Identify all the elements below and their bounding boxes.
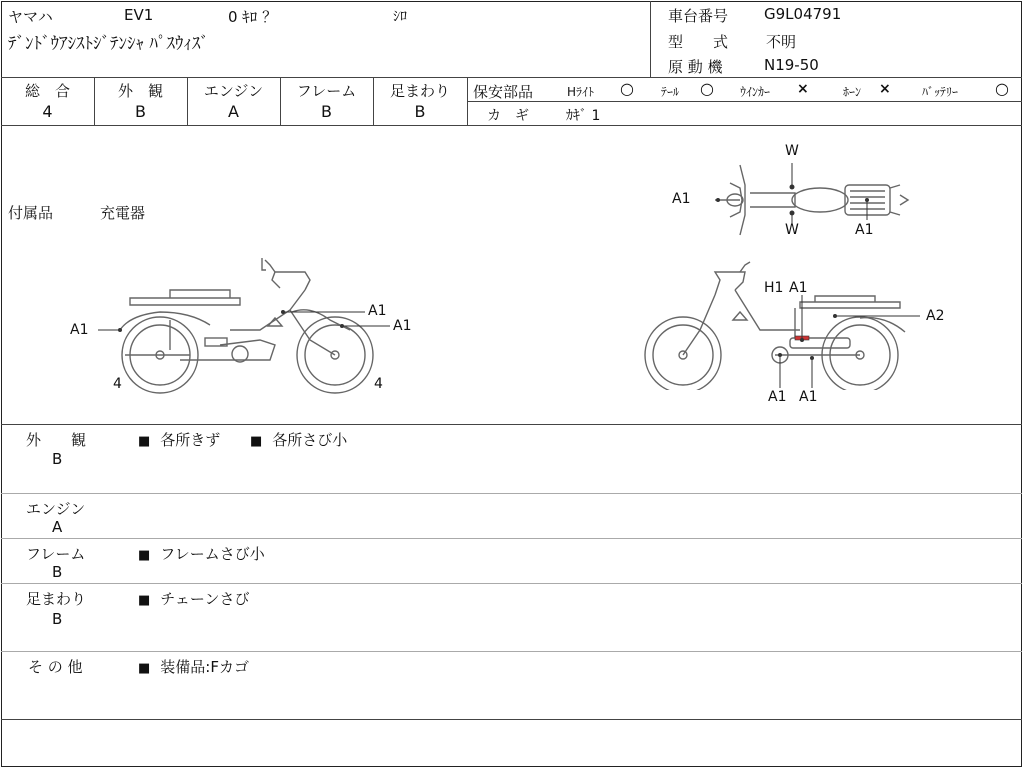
maker: ヤマハ xyxy=(8,8,53,26)
note-exterior-grade: B xyxy=(52,450,63,468)
note-exterior-label: 外 観 xyxy=(26,431,87,449)
exterior-grade-value: B xyxy=(135,102,146,121)
scooter-top-view-diagram xyxy=(700,155,920,245)
suspension-grade-label: 足まわり xyxy=(389,82,450,100)
right-label-h1: H1 xyxy=(764,280,784,296)
frame-grade-value: B xyxy=(321,102,332,121)
model-name: ﾃﾞﾝﾄﾞｳｱｼｽﾄｼﾞﾃﾝｼｬ ﾊﾟｽｳｨｽﾞ xyxy=(8,34,209,54)
chassis-value: G9L04791 xyxy=(764,5,842,23)
note-divider-5 xyxy=(1,719,1022,720)
right-label-a2: A2 xyxy=(926,308,945,324)
battery-label: ﾊﾞｯﾃﾘｰ xyxy=(922,85,959,99)
exterior-grade-label: 外 観 xyxy=(117,82,163,100)
key-value: ｶｷﾞ 1 xyxy=(566,108,601,124)
note-frame-item-1: ■ フレームさび小 xyxy=(138,543,265,564)
note-exterior-item-1: ■ 各所きず xyxy=(138,429,220,450)
note-exterior-item-2: ■ 各所さび小 xyxy=(250,429,347,450)
right-label-a1-bottom-left: A1 xyxy=(768,389,787,405)
left-label-a1-fork: A1 xyxy=(393,318,412,334)
frame-grade-label: フレーム xyxy=(296,82,357,100)
mileage: 0 ｷﾛ ？ xyxy=(228,8,278,26)
engine-grade-label: エンジン xyxy=(203,82,264,100)
tail-label: ﾃｰﾙ xyxy=(661,85,680,99)
note-frame-grade: B xyxy=(52,563,63,581)
note-other-label: そ の 他 xyxy=(28,658,83,676)
color: ｼﾛ xyxy=(393,9,407,25)
note-engine-grade: A xyxy=(52,518,63,536)
note-other-item-1: ■ 装備品:Fカゴ xyxy=(138,656,249,677)
type-value: 不明 xyxy=(766,33,797,51)
grade-row-top xyxy=(1,77,1022,78)
note-suspension-item-1: ■ チェーンさび xyxy=(138,588,250,609)
overall-value: 4 xyxy=(42,102,53,121)
left-label-a1-body: A1 xyxy=(368,303,387,319)
grade-col-5 xyxy=(467,77,468,125)
diagram-bottom xyxy=(1,424,1022,425)
note-suspension-grade: B xyxy=(52,610,63,628)
key-label: カ ギ xyxy=(487,108,529,124)
overall-label: 総 合 xyxy=(24,82,70,100)
headlight-mark: ○ xyxy=(620,79,634,98)
type-label: 型 式 xyxy=(668,33,729,51)
left-label-tire-rear: 4 xyxy=(113,376,122,392)
accessories-label: 付属品 xyxy=(8,204,54,222)
winker-mark: × xyxy=(797,81,809,97)
battery-mark: ○ xyxy=(995,79,1009,98)
header-divider xyxy=(650,1,651,77)
grade-row-mid xyxy=(467,101,1022,102)
engine-label: 原 動 機 xyxy=(668,58,723,76)
right-label-a1-top: A1 xyxy=(789,280,808,296)
safety-label: 保安部品 xyxy=(473,83,534,101)
top-label-a1-left: A1 xyxy=(672,191,691,207)
horn-mark: × xyxy=(879,81,891,97)
scooter-right-side-diagram xyxy=(635,260,935,390)
note-engine-label: エンジン xyxy=(26,500,86,518)
tail-mark: ○ xyxy=(700,79,714,98)
top-label-a1-right: A1 xyxy=(855,222,874,238)
engine-grade-value: A xyxy=(228,102,239,121)
left-label-a1-front: A1 xyxy=(70,322,89,338)
horn-label: ﾎｰﾝ xyxy=(843,85,862,99)
note-frame-label: フレーム xyxy=(26,545,86,563)
chassis-label: 車台番号 xyxy=(668,7,729,25)
winker-label: ｳｲﾝｶｰ xyxy=(740,85,771,99)
note-divider-4 xyxy=(1,651,1022,652)
note-divider-3 xyxy=(1,583,1022,584)
model-code: EV1 xyxy=(124,6,154,24)
note-divider-2 xyxy=(1,538,1022,539)
note-divider-1 xyxy=(1,493,1022,494)
engine-value: N19-50 xyxy=(764,56,819,74)
top-label-w-upper: W xyxy=(785,143,799,159)
left-label-tire-front: 4 xyxy=(374,376,383,392)
accessories-value: 充電器 xyxy=(100,204,146,222)
top-label-w-lower: W xyxy=(785,222,799,238)
grade-row-bottom xyxy=(1,125,1022,126)
note-suspension-label: 足まわり xyxy=(26,590,87,608)
suspension-grade-value: B xyxy=(414,102,426,121)
right-label-a1-bottom-right: A1 xyxy=(799,389,818,405)
headlight-label: Hﾗｲﾄ xyxy=(567,85,595,99)
